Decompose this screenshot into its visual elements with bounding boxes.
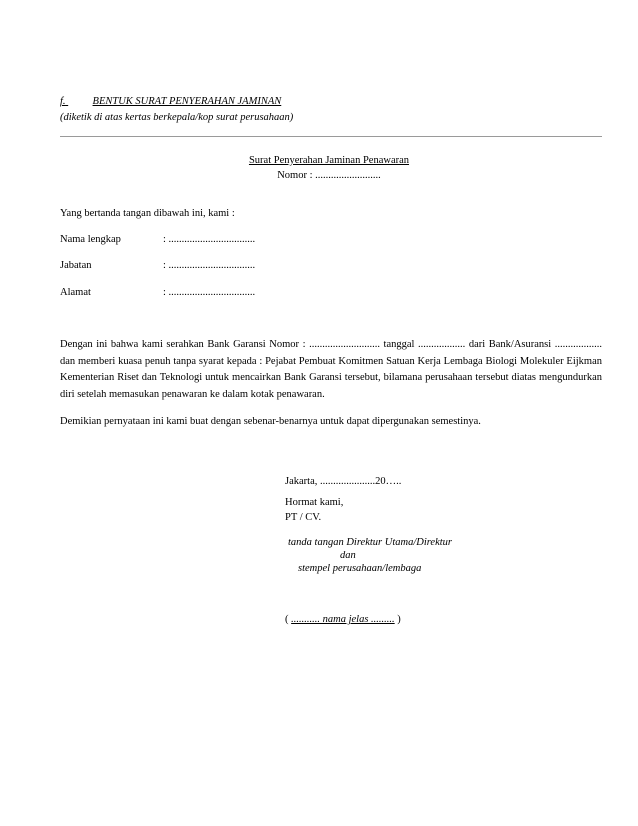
- company-type: PT / CV.: [285, 512, 322, 523]
- name-open-paren: (: [285, 614, 289, 625]
- field-value-address: : .................................: [163, 287, 256, 298]
- closing-statement: Demikian pernyataan ini kami buat dengan sebenar-benarnya untuk dapat dipergunakan semestinya.: [60, 416, 481, 427]
- body-paragraph: Dengan ini bahwa kami serahkan Bank Garansi Nomor : ........................... tanggal .................. dari Bank/Asuransi .................. dan memberi kuasa penuh tanpa syarat kepada : Pejabat Pembuat Komitmen Satuan Kerja Lembaga Biologi Molekuler Eijkman Kementerian Riset dan Teknologi untuk mencairkan Bank Garansi tersebut, bilamana perusahaan tersebut diatas mengundurkan diri setelah memasukan penawaran ke dalam kotak penawaran.: [60, 339, 602, 400]
- printed-name-line: [285, 614, 401, 627]
- intro-text: Yang bertanda tangan dibawah ini, kami :: [60, 208, 235, 219]
- letter-heading: Surat Penyerahan Jaminan Penawaran: [248, 155, 410, 166]
- letter-number: Nomor : .........................: [277, 170, 381, 181]
- field-value-name: : .................................: [163, 234, 256, 245]
- printed-name: ........... nama jelas .........: [291, 614, 395, 625]
- section-title: BENTUK SURAT PENYERAHAN JAMINAN: [92, 96, 282, 107]
- sign-instruction-2: dan: [340, 550, 356, 561]
- header-divider: [60, 136, 602, 137]
- sign-instruction-3: stempel perusahaan/lembaga: [298, 563, 422, 574]
- header-spacer: [66, 96, 93, 109]
- regards: Hormat kami,: [285, 497, 344, 508]
- field-label-name: Nama lengkap: [60, 234, 121, 245]
- field-label-position: Jabatan: [60, 260, 92, 271]
- header-note: (diketik di atas kertas berkepala/kop surat perusahaan): [60, 112, 294, 123]
- section-letter: f.: [60, 96, 66, 107]
- sign-instruction-1: tanda tangan Direktur Utama/Direktur: [288, 537, 453, 548]
- section-header: [60, 96, 281, 109]
- name-close-paren: ): [397, 614, 401, 625]
- field-value-position: : .................................: [163, 260, 256, 271]
- place-date: Jakarta, .....................20…..: [285, 476, 402, 487]
- field-label-address: Alamat: [60, 287, 91, 298]
